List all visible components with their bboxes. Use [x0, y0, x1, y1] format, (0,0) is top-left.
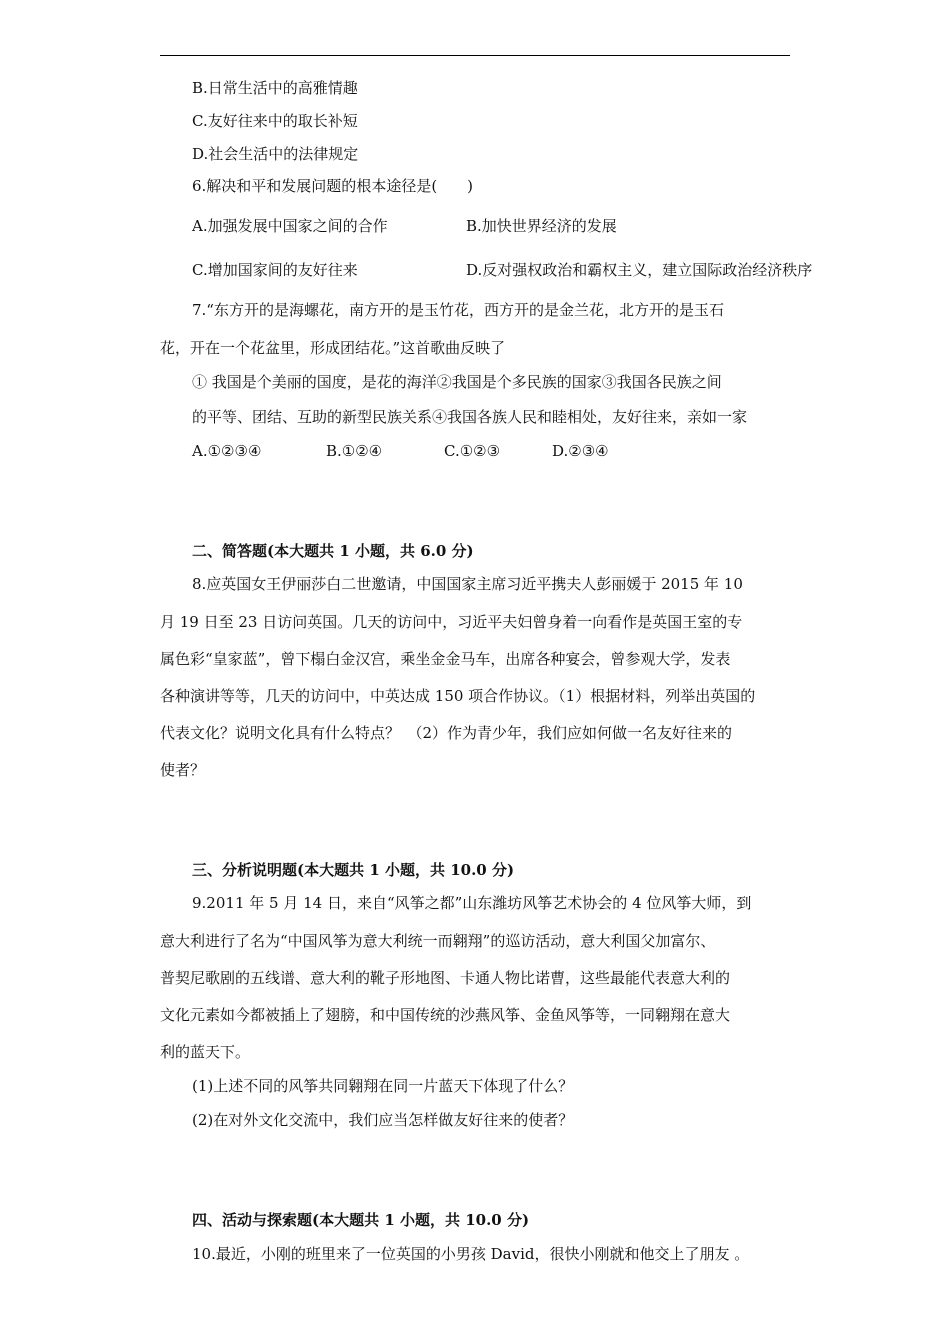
section4-heading: 四、活动与探索题(本大题共 1 小题，共 10.0 分) — [192, 1211, 530, 1229]
section3-heading: 三、分析说明题(本大题共 1 小题，共 10.0 分) — [192, 861, 515, 879]
q7-statements-line2: 的平等、团结、互助的新型民族关系④我国各族人民和睦相处，友好往来，亲如一家 — [192, 408, 748, 426]
q6-option-d: D.反对强权政治和霸权主义，建立国际政治经济秩序 — [466, 261, 813, 279]
q9-sub1: (1)上述不同的风筝共同翱翔在同一片蓝天下体现了什么？ — [192, 1077, 574, 1095]
q7-statements-line1: ① 我国是个美丽的国度，是花的海洋②我国是个多民族的国家③我国各民族之间 — [192, 373, 722, 391]
header-rule — [160, 55, 790, 56]
q8-line6: 使者？ — [160, 761, 206, 779]
q5-option-b: B.日常生活中的高雅情趣 — [192, 79, 358, 97]
q6-option-a: A.加强发展中国家之间的合作 — [192, 217, 388, 235]
q7-stem-line1: 7.“东方开的是海螺花，南方开的是玉竹花，西方开的是金兰花，北方开的是玉石 — [192, 301, 724, 319]
q7-option-a: A.①②③④ — [192, 442, 262, 460]
q9-line5: 利的蓝天下。 — [160, 1043, 251, 1061]
q7-stem-line2: 花，开在一个花盆里，形成团结花。”这首歌曲反映了 — [160, 339, 506, 357]
q6-option-b: B.加快世界经济的发展 — [466, 217, 617, 235]
q7-option-c: C.①②③ — [444, 442, 501, 460]
q9-line1: 9.2011 年 5 月 14 日，来自“风筝之都”山东潍坊风筝艺术协会的 4 位风筝大师，到 — [192, 894, 752, 912]
q8-line2: 月 19 日至 23 日访问英国。几天的访问中，习近平夫妇曾身着一向看作是英国王室的专 — [160, 613, 743, 631]
q6-stem: 6.解决和平和发展问题的根本途径是( ) — [192, 177, 474, 195]
q9-line4: 文化元素如今都被插上了翅膀，和中国传统的沙燕风筝、金鱼风筝等，一同翱翔在意大 — [160, 1006, 731, 1024]
q6-option-c: C.增加国家间的友好往来 — [192, 261, 358, 279]
q7-option-b: B.①②④ — [326, 442, 383, 460]
q9-line3: 普契尼歌剧的五线谱、意大利的靴子形地图、卡通人物比诺曹，这些最能代表意大利的 — [160, 969, 731, 987]
section2-heading: 二、简答题(本大题共 1 小题，共 6.0 分) — [192, 542, 474, 560]
q5-option-c: C.友好往来中的取长补短 — [192, 112, 358, 130]
q5-option-d: D.社会生活中的法律规定 — [192, 145, 359, 163]
q7-option-d: D.②③④ — [552, 442, 609, 460]
q10-line1: 10.最近，小刚的班里来了一位英国的小男孩 David，很快小刚就和他交上了朋友 。 — [192, 1245, 750, 1263]
q8-line5: 代表文化？说明文化具有什么特点？ （2）作为青少年，我们应如何做一名友好往来的 — [160, 724, 733, 742]
q8-line4: 各种演讲等等，几天的访问中，中英达成 150 项合作协议。（1）根据材料，列举出英国的 — [160, 687, 756, 705]
q8-line1: 8.应英国女王伊丽莎白二世邀请，中国国家主席习近平携夫人彭丽媛于 2015 年 10 — [192, 575, 743, 593]
q8-line3: 属色彩“皇家蓝”，曾下榻白金汉宫，乘坐金金马车，出席各种宴会，曾参观大学，发表 — [160, 650, 731, 668]
q9-line2: 意大利进行了名为“中国风筝为意大利统一而翱翔”的巡访活动，意大利国父加富尔、 — [160, 932, 716, 950]
q9-sub2: (2)在对外文化交流中，我们应当怎样做友好往来的使者？ — [192, 1111, 574, 1129]
